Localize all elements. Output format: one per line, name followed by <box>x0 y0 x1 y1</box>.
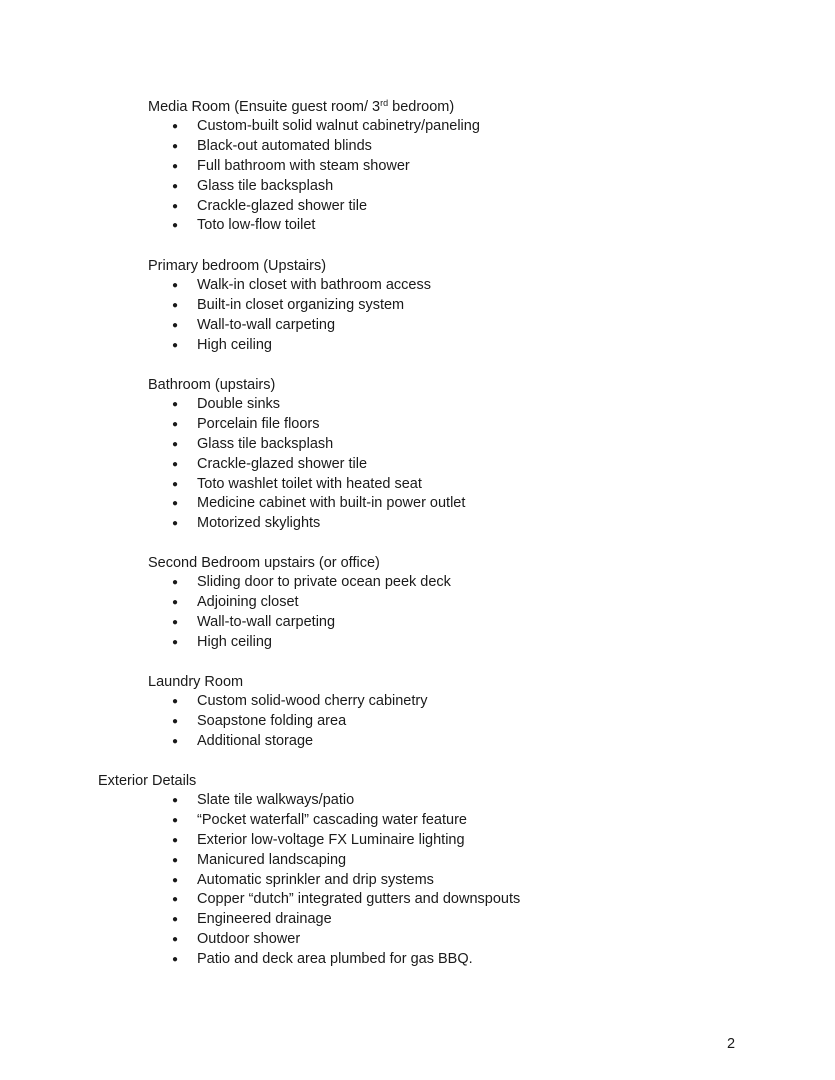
bullet-icon: ● <box>172 299 179 311</box>
bullet-icon: ● <box>172 894 179 906</box>
section-heading: Primary bedroom (Upstairs) <box>148 258 327 274</box>
list-item <box>98 890 521 910</box>
item-text: Built-in closet organizing system <box>197 296 405 313</box>
bullet-icon: ● <box>172 220 179 232</box>
bullet-icon: ● <box>172 636 179 648</box>
bullet-icon: ● <box>172 180 179 192</box>
bullet-icon: ● <box>172 715 179 727</box>
bullet-icon: ● <box>172 160 179 172</box>
list-item <box>148 613 380 633</box>
item-text: High ceiling <box>197 336 272 353</box>
list-item <box>148 475 422 495</box>
item-text: Black-out automated blinds <box>197 137 372 154</box>
list-item <box>148 573 451 593</box>
item-text: Manicured landscaping <box>197 851 347 868</box>
item-text: Glass tile backsplash <box>197 435 334 452</box>
bullet-list <box>148 276 431 356</box>
section-heading: Laundry Room <box>148 674 244 690</box>
item-text: Additional storage <box>197 732 314 749</box>
item-text: Crackle-glazed shower tile <box>197 455 368 472</box>
bullet-icon: ● <box>172 121 179 132</box>
list-item <box>148 137 454 157</box>
bullet-icon: ● <box>172 140 179 152</box>
bullet-icon: ● <box>172 438 179 450</box>
list-item <box>148 197 454 217</box>
section-heading: Exterior Details <box>98 773 197 789</box>
bullet-icon: ● <box>172 616 179 628</box>
bullet-icon: ● <box>172 478 179 490</box>
item-text: Medicine cabinet with built-in power outlet <box>197 495 466 512</box>
item-text: Sliding door to private ocean peek deck <box>197 574 451 590</box>
section-laundry-room <box>148 672 428 752</box>
bullet-icon: ● <box>172 458 179 470</box>
list-item <box>148 732 314 752</box>
section-primary-bedroom <box>148 256 431 356</box>
list-item <box>148 296 405 316</box>
item-text: Crackle-glazed shower tile <box>197 197 368 214</box>
item-text: Glass tile backsplash <box>197 177 334 194</box>
item-text: Patio and deck area plumbed for gas BBQ. <box>197 951 473 968</box>
list-item <box>98 930 301 950</box>
list-item <box>148 177 454 197</box>
list-item <box>98 910 332 930</box>
bullet-icon: ● <box>172 834 179 846</box>
bullet-icon: ● <box>172 934 179 946</box>
list-item <box>148 157 454 177</box>
bullet-list <box>148 692 428 752</box>
item-text: Motorized skylights <box>197 515 321 532</box>
item-text: Double sinks <box>197 396 281 412</box>
item-text: Soapstone folding area <box>197 712 347 729</box>
item-text: Wall-to-wall carpeting <box>197 316 336 333</box>
list-item <box>98 851 347 871</box>
bullet-icon: ● <box>172 280 179 291</box>
list-item <box>148 514 321 534</box>
bullet-icon: ● <box>172 399 179 410</box>
list-item <box>98 811 467 831</box>
item-text: Slate tile walkways/patio <box>197 792 355 808</box>
item-text: Adjoining closet <box>197 593 299 610</box>
page-number: 2 <box>727 1036 736 1052</box>
bullet-icon: ● <box>172 518 179 530</box>
list-item <box>148 692 428 712</box>
list-item <box>148 316 336 336</box>
item-text: Copper “dutch” integrated gutters and downspouts <box>197 891 521 908</box>
heading-text-end: bedroom) <box>388 99 455 115</box>
list-item <box>148 395 281 415</box>
list-item <box>148 415 320 435</box>
list-item <box>98 831 465 851</box>
item-text: “Pocket waterfall” cascading water feature <box>197 811 467 828</box>
section-media-room <box>148 97 480 236</box>
item-text: Automatic sprinkler and drip systems <box>197 871 434 888</box>
list-item <box>98 871 434 891</box>
item-text: Wall-to-wall carpeting <box>197 613 336 630</box>
section-heading <box>148 97 454 117</box>
list-item <box>148 435 334 455</box>
list-item <box>148 455 368 475</box>
list-item <box>148 712 347 732</box>
list-item <box>98 950 473 970</box>
section-second-bedroom <box>148 553 451 653</box>
list-item <box>148 593 380 613</box>
section-exterior-details <box>98 771 521 970</box>
bullet-icon: ● <box>172 319 179 331</box>
item-text: Full bathroom with steam shower <box>197 157 410 174</box>
bullet-icon: ● <box>172 577 179 588</box>
bullet-icon: ● <box>172 596 179 608</box>
item-text: Custom solid-wood cherry cabinetry <box>197 693 428 709</box>
bullet-icon: ● <box>172 498 179 510</box>
bullet-icon: ● <box>172 339 179 351</box>
bullet-list <box>148 573 451 653</box>
section-heading: Bathroom (upstairs) <box>148 377 276 393</box>
list-item <box>148 336 326 356</box>
bullet-list <box>148 395 466 534</box>
item-text: High ceiling <box>197 633 272 650</box>
bullet-icon: ● <box>172 696 179 707</box>
bullet-icon: ● <box>172 954 179 966</box>
item-text: Walk-in closet with bathroom access <box>197 277 431 293</box>
item-text: Engineered drainage <box>197 911 332 928</box>
list-item <box>98 791 355 811</box>
list-item <box>148 216 454 236</box>
bullet-icon: ● <box>172 814 179 826</box>
bullet-icon: ● <box>172 418 179 430</box>
list-item <box>148 633 380 653</box>
list-item <box>148 276 431 296</box>
item-text: Porcelain file floors <box>197 415 320 432</box>
bullet-icon: ● <box>172 735 179 747</box>
heading-superscript: rd <box>380 98 389 108</box>
bullet-icon: ● <box>172 795 179 806</box>
bullet-list <box>148 117 480 236</box>
list-item <box>148 494 466 514</box>
item-text: Toto low-flow toilet <box>197 217 316 234</box>
bullet-list <box>98 791 521 970</box>
bullet-icon: ● <box>172 200 179 212</box>
section-heading: Second Bedroom upstairs (or office) <box>148 555 380 571</box>
section-bathroom <box>148 375 466 534</box>
list-item <box>148 117 480 137</box>
item-text: Outdoor shower <box>197 931 301 948</box>
item-text: Custom-built solid walnut cabinetry/paneling <box>197 118 480 134</box>
bullet-icon: ● <box>172 854 179 866</box>
item-text: Exterior low-voltage FX Luminaire lighting <box>197 831 465 848</box>
heading-text: Media Room (Ensuite guest room/ 3 <box>148 99 381 115</box>
bullet-icon: ● <box>172 914 179 926</box>
bullet-icon: ● <box>172 874 179 886</box>
item-text: Toto washlet toilet with heated seat <box>197 475 422 492</box>
